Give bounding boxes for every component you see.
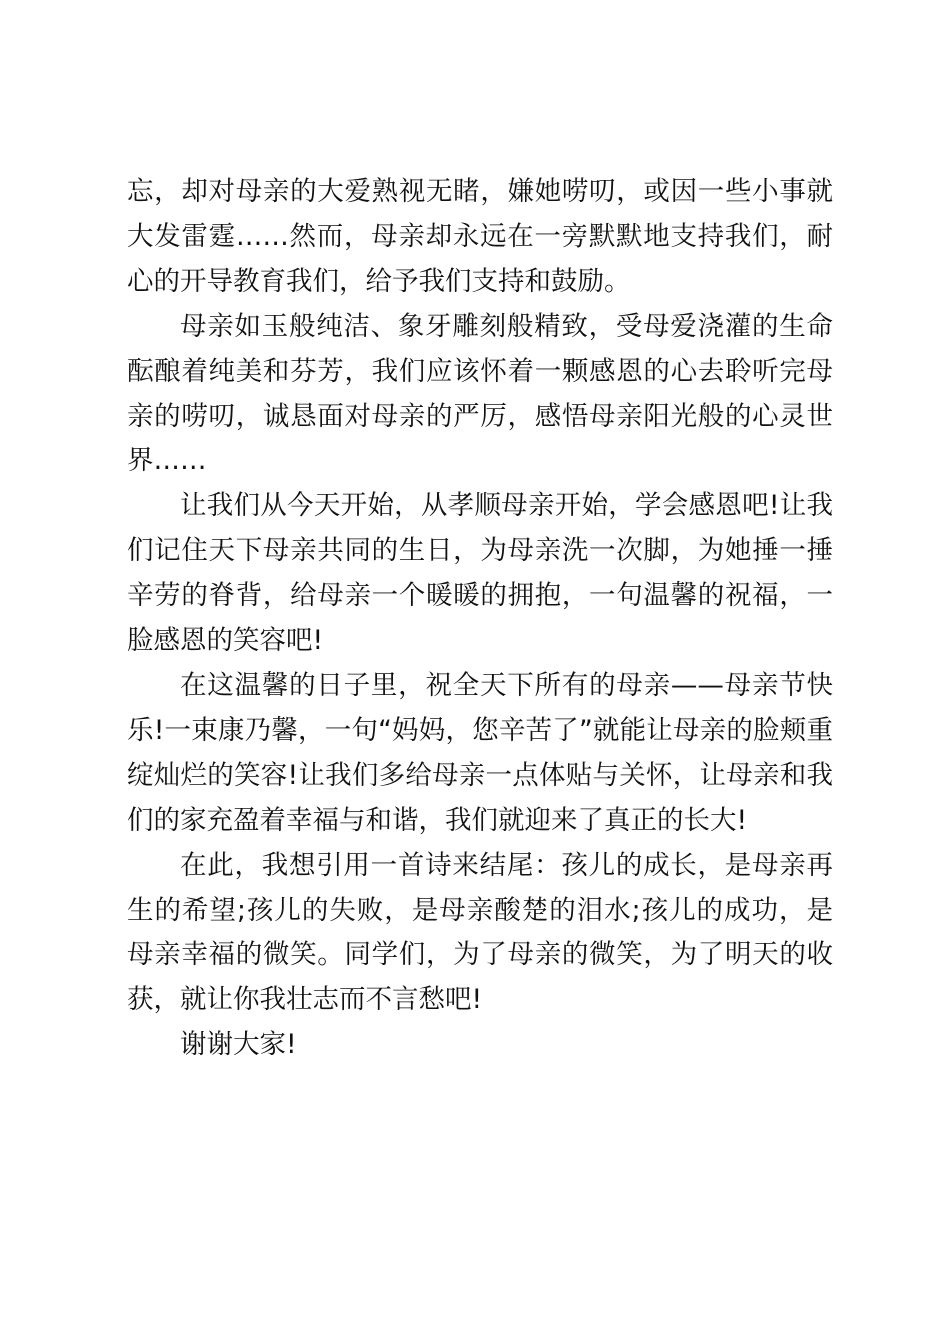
paragraph-continuation: 忘，却对母亲的大爱熟视无睹，嫌她唠叨，或因一些小事就大发雷霆……然而，母亲却永远在一旁默默地支持我们，耐心的开导教育我们，给予我们支持和鼓励。 bbox=[127, 176, 833, 297]
paragraph-gratitude-start: 让我们从今天开始，从孝顺母亲开始，学会感恩吧!让我们记住天下母亲共同的生日，为母亲洗一次脚，为她捶一捶辛劳的脊背，给母亲一个暖暖的拥抱，一句温馨的祝福，一脸感恩的笑容吧! bbox=[127, 490, 833, 657]
paragraph-thanks: 谢谢大家! bbox=[180, 1029, 297, 1061]
paragraph-mothers-day-wish: 在这温馨的日子里，祝全天下所有的母亲——母亲节快乐!一束康乃馨，一句“妈妈，您辛苦了”就能让母亲的脸颊重绽灿烂的笑容!让我们多给母亲一点体贴与关怀，让母亲和我们的家充盈着幸福与和谐，我们就迎来了真正的长大! bbox=[127, 669, 833, 836]
paragraph-closing-poem: 在此，我想引用一首诗来结尾：孩儿的成长，是母亲再生的希望;孩儿的失败，是母亲酸楚的泪水;孩儿的成功，是母亲幸福的微笑。同学们，为了母亲的微笑，为了明天的收获，就让你我壮志而不言愁吧! bbox=[127, 849, 833, 1016]
document-body bbox=[127, 170, 833, 1068]
paragraph-mother-purity: 母亲如玉般纯洁、象牙雕刻般精致，受母爱浇灌的生命酝酿着纯美和芬芳，我们应该怀着一颗感恩的心去聆听完母亲的唠叨，诚恳面对母亲的严厉，感悟母亲阳光般的心灵世界…… bbox=[127, 310, 833, 477]
